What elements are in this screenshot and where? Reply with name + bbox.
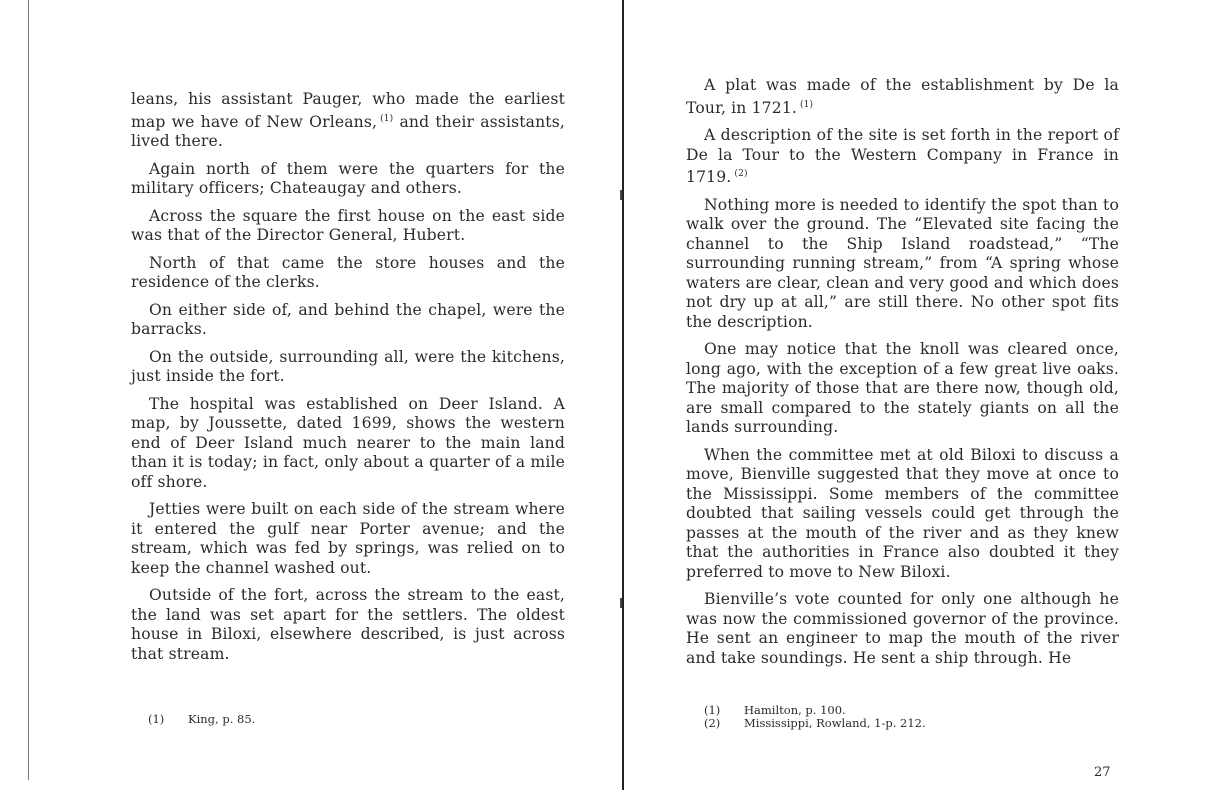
paragraph: On either side of, and behind the chapel, were the barracks.	[131, 300, 565, 338]
paragraph: The hospital was established on Deer Island. A map, by Joussette, dated 1699, shows the western end of Deer Island much nearer to the main land than it is today; in fact, only about a quarter of a mile off shore.	[131, 394, 565, 491]
footnote: (1) Hamilton, p. 100.	[704, 703, 846, 717]
paragraph: A plat was made of the establishment by De la Tour, in 1721. $^{(1)}$	[686, 76, 1119, 117]
right-page	[622, 0, 1209, 805]
footnotes	[704, 704, 926, 730]
left-page-body	[131, 90, 565, 672]
footnotes	[148, 713, 255, 726]
paragraph: Nothing more is needed to identify the spot than to walk over the ground. The “Elevated site facing the channel to the Ship Island roadstead,” “The surrounding running stream,” from “A spring whose waters are clear, clean and very good and which does not dry up at all,” are still there. No other spot fits the description.	[686, 195, 1119, 331]
paragraph: Again north of them were the quarters for the military officers; Chateaugay and others.	[131, 159, 565, 197]
paragraph: North of that came the store houses and the residence of the clerks.	[131, 253, 565, 291]
paragraph: One may notice that the knoll was cleared once, long ago, with the exception of a few great live oaks. The majority of those that are there now, though old, are small compared to the stately giants on all the lands surrounding.	[686, 340, 1119, 436]
footnote-reference: (2)	[734, 169, 748, 179]
paragraph: Bienville’s vote counted for only one although he was now the commissioned governor of the province. He sent an engineer to map the mouth of the river and take soundings. He sent a ship through. He	[686, 590, 1119, 667]
footnote: (2) Mississippi, Rowland, 1-p. 212.	[704, 716, 926, 730]
paragraph: Outside of the fort, across the stream to the east, the land was set apart for the settlers. The oldest house in Biloxi, elsewhere described, is just across that stream.	[131, 586, 565, 663]
paragraph: A description of the site is set forth in the report of De la Tour to the Western Company in France in 1719. $^{(2)}$	[686, 126, 1119, 186]
paragraph: When the committee met at old Biloxi to discuss a move, Bienville suggested that they move at once to the Mississippi. Some members of the committee doubted that sailing vessels could get through the passes at the mouth of the river and as they knew that the authorities in France also doubted it they preferred to move to New Biloxi.	[686, 445, 1119, 581]
paragraph: On the outside, surrounding all, were the kitchens, just inside the fort.	[131, 347, 565, 385]
page-number: 27	[1094, 765, 1111, 780]
footnote-reference: (1)	[800, 99, 814, 110]
paragraph: Across the square the first house on the east side was that of the Director General, Hubert.	[131, 206, 565, 244]
right-page-body	[686, 76, 1119, 676]
paragraph: leans, his assistant Pauger, who made the earliest map we have of New Orleans, $^{(1)}$ and their assistants, lived there.	[131, 90, 565, 150]
footnote-reference: (1)	[380, 113, 394, 124]
footnote: (1) King, p. 85.	[148, 712, 256, 726]
paragraph: Jetties were built on each side of the stream where it entered the gulf near Porter avenue; and the stream, which was fed by springs, was relied on to keep the channel washed out.	[131, 500, 565, 577]
